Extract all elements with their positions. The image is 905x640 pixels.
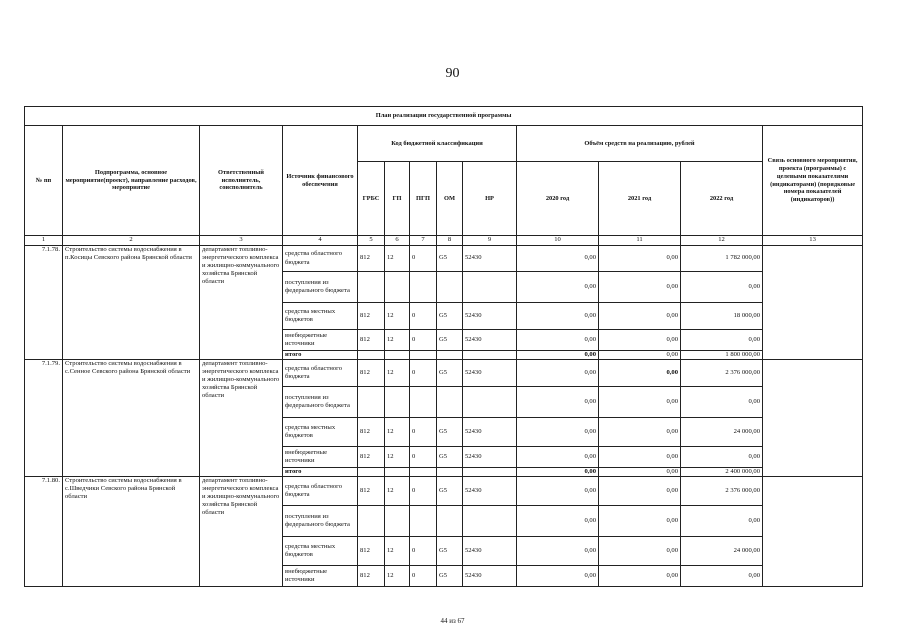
gp-cell: 12 [385,447,410,468]
om-cell: G5 [437,246,463,272]
grbs-cell [358,506,385,537]
total-2020: 0,00 [517,351,599,360]
col-header-link: Связь основного мероприятия, проекта (программы) с целевыми показателями (индикаторами) (порядковые номера показателей (индикаторов)) [763,126,863,236]
amount-2020: 0,00 [517,330,599,351]
amount-2021: 0,00 [599,272,681,303]
pgp-cell: 0 [410,537,437,566]
grbs-cell [358,272,385,303]
amount-2022: 24 000,00 [681,537,763,566]
column-number-row [25,236,863,246]
amount-2021: 0,00 [599,360,681,387]
amount-2021: 0,00 [599,566,681,587]
amount-2022: 2 376 000,00 [681,477,763,506]
om-cell: G5 [437,330,463,351]
grbs-cell: 812 [358,303,385,330]
grbs-cell [358,468,385,477]
np-cell: 52430 [463,566,517,587]
source-cell: средства местных бюджетов [283,537,358,566]
gp-cell [385,506,410,537]
row-number: 7.1.79. [25,360,63,477]
gp-cell: 12 [385,477,410,506]
col-header-volume: Объём средств на реализацию, рублей [517,126,763,162]
amount-2022: 0,00 [681,447,763,468]
gp-cell: 12 [385,330,410,351]
source-cell: поступления из федерального бюджета [283,387,358,418]
grbs-cell: 812 [358,418,385,447]
amount-2022: 18 000,00 [681,303,763,330]
gp-cell [385,387,410,418]
amount-2020: 0,00 [517,360,599,387]
col-header-gp: ГП [385,162,410,236]
col-number: 4 [283,236,358,246]
source-cell: внебюджетные источники [283,566,358,587]
pgp-cell [410,506,437,537]
col-number: 5 [358,236,385,246]
program-plan-table [24,106,863,587]
grbs-cell: 812 [358,246,385,272]
link-cell [763,477,863,587]
pgp-cell: 0 [410,303,437,330]
col-number: 13 [763,236,863,246]
col-header-2021: 2021 год [599,162,681,236]
amount-2022: 24 000,00 [681,418,763,447]
total-label: итого [283,351,358,360]
pgp-cell: 0 [410,418,437,447]
gp-cell: 12 [385,360,410,387]
amount-2022: 1 782 000,00 [681,246,763,272]
amount-2021: 0,00 [599,506,681,537]
gp-cell: 12 [385,246,410,272]
executor: департамент топливно-энергетического комплекса и жилищно-коммунального хозяйства Брянской области [200,477,283,587]
gp-cell: 12 [385,566,410,587]
total-label: итого [283,468,358,477]
amount-2022: 0,00 [681,566,763,587]
executor: департамент топливно-энергетического комплекса и жилищно-коммунального хозяйства Брянской области [200,360,283,477]
table-row [25,246,863,272]
col-number: 12 [681,236,763,246]
col-header-source: Источник финансового обеспечения [283,126,358,236]
source-cell: средства областного бюджета [283,360,358,387]
source-cell: средства областного бюджета [283,477,358,506]
grbs-cell: 812 [358,537,385,566]
grbs-cell: 812 [358,566,385,587]
om-cell [437,272,463,303]
source-cell: средства местных бюджетов [283,303,358,330]
amount-2022: 2 376 000,00 [681,360,763,387]
om-cell: G5 [437,418,463,447]
pgp-cell: 0 [410,360,437,387]
np-cell: 52430 [463,360,517,387]
amount-2022: 0,00 [681,387,763,418]
grbs-cell: 812 [358,330,385,351]
om-cell [437,351,463,360]
link-cell [763,360,863,477]
col-header-np: НР [463,162,517,236]
np-cell: 52430 [463,537,517,566]
np-cell: 52430 [463,303,517,330]
table-body [25,246,863,587]
col-header-subprogram: Подпрограмма, основное мероприятие(проект), направление расходов, мероприятие [63,126,200,236]
grbs-cell [358,387,385,418]
amount-2020: 0,00 [517,246,599,272]
amount-2021: 0,00 [599,303,681,330]
total-2022: 2 400 000,00 [681,468,763,477]
col-number: 6 [385,236,410,246]
amount-2021: 0,00 [599,387,681,418]
amount-2020: 0,00 [517,418,599,447]
source-cell: поступления из федерального бюджета [283,272,358,303]
pgp-cell [410,351,437,360]
row-number: 7.1.78. [25,246,63,360]
gp-cell: 12 [385,303,410,330]
measure-name: Строительство системы водоснабжения в с.Шведчики Севского района Брянской области [63,477,200,587]
col-header-executor: Ответственный исполнитель, соисполнитель [200,126,283,236]
col-number: 9 [463,236,517,246]
om-cell [437,468,463,477]
gp-cell [385,468,410,477]
col-header-pgp: ПГП [410,162,437,236]
col-header-budget-class: Код бюджетной классификации [358,126,517,162]
grbs-cell: 812 [358,360,385,387]
np-cell: 52430 [463,246,517,272]
col-number: 7 [410,236,437,246]
col-header-2020: 2020 год [517,162,599,236]
col-header-no: № пп [25,126,63,236]
np-cell [463,468,517,477]
amount-2022: 0,00 [681,506,763,537]
page-number: 90 [445,66,460,81]
grbs-cell [358,351,385,360]
amount-2022: 0,00 [681,272,763,303]
amount-2020: 0,00 [517,537,599,566]
col-number: 2 [63,236,200,246]
amount-2020: 0,00 [517,566,599,587]
amount-2021: 0,00 [599,447,681,468]
pgp-cell: 0 [410,477,437,506]
pgp-cell [410,272,437,303]
pgp-cell [410,387,437,418]
np-cell: 52430 [463,330,517,351]
om-cell: G5 [437,360,463,387]
amount-2021: 0,00 [599,418,681,447]
gp-cell [385,351,410,360]
col-header-grbs: ГРБС [358,162,385,236]
amount-2020: 0,00 [517,303,599,330]
pgp-cell: 0 [410,447,437,468]
np-cell: 52430 [463,418,517,447]
pgp-cell: 0 [410,330,437,351]
pgp-cell: 0 [410,246,437,272]
gp-cell [385,272,410,303]
table-row [25,360,863,387]
om-cell: G5 [437,477,463,506]
amount-2020: 0,00 [517,477,599,506]
om-cell: G5 [437,566,463,587]
measure-name: Строительство системы водоснабжения в п.Косицы Севского района Брянской области [63,246,200,360]
link-cell [763,246,863,360]
np-cell [463,387,517,418]
grbs-cell: 812 [358,477,385,506]
table-row [25,477,863,506]
amount-2022: 0,00 [681,330,763,351]
col-header-om: ОМ [437,162,463,236]
np-cell: 52430 [463,447,517,468]
np-cell: 52430 [463,477,517,506]
col-number: 8 [437,236,463,246]
np-cell [463,351,517,360]
pgp-cell: 0 [410,566,437,587]
amount-2020: 0,00 [517,447,599,468]
gp-cell: 12 [385,418,410,447]
amount-2021: 0,00 [599,246,681,272]
amount-2021: 0,00 [599,330,681,351]
amount-2020: 0,00 [517,387,599,418]
total-2021: 0,00 [599,468,681,477]
np-cell [463,506,517,537]
gp-cell: 12 [385,537,410,566]
total-2020: 0,00 [517,468,599,477]
source-cell: поступления из федерального бюджета [283,506,358,537]
col-number: 10 [517,236,599,246]
plan-title: План реализации государственной программы [25,107,863,126]
page-footer: 44 из 67 [440,617,465,625]
amount-2020: 0,00 [517,272,599,303]
col-number: 11 [599,236,681,246]
om-cell: G5 [437,303,463,330]
amount-2020: 0,00 [517,506,599,537]
source-cell: внебюджетные источники [283,447,358,468]
total-2022: 1 800 000,00 [681,351,763,360]
source-cell: внебюджетные источники [283,330,358,351]
amount-2021: 0,00 [599,477,681,506]
om-cell [437,387,463,418]
row-number: 7.1.80. [25,477,63,587]
source-cell: средства областного бюджета [283,246,358,272]
table-header [25,107,863,246]
source-cell: средства местных бюджетов [283,418,358,447]
grbs-cell: 812 [358,447,385,468]
col-header-2022: 2022 год [681,162,763,236]
col-number: 1 [25,236,63,246]
executor: департамент топливно-энергетического комплекса и жилищно-коммунального хозяйства Брянской области [200,246,283,360]
total-2021: 0,00 [599,351,681,360]
amount-2021: 0,00 [599,537,681,566]
om-cell: G5 [437,447,463,468]
pgp-cell [410,468,437,477]
om-cell [437,506,463,537]
np-cell [463,272,517,303]
measure-name: Строительство системы водоснабжения в с.Сенное Севского района Брянской области [63,360,200,477]
col-number: 3 [200,236,283,246]
om-cell: G5 [437,537,463,566]
